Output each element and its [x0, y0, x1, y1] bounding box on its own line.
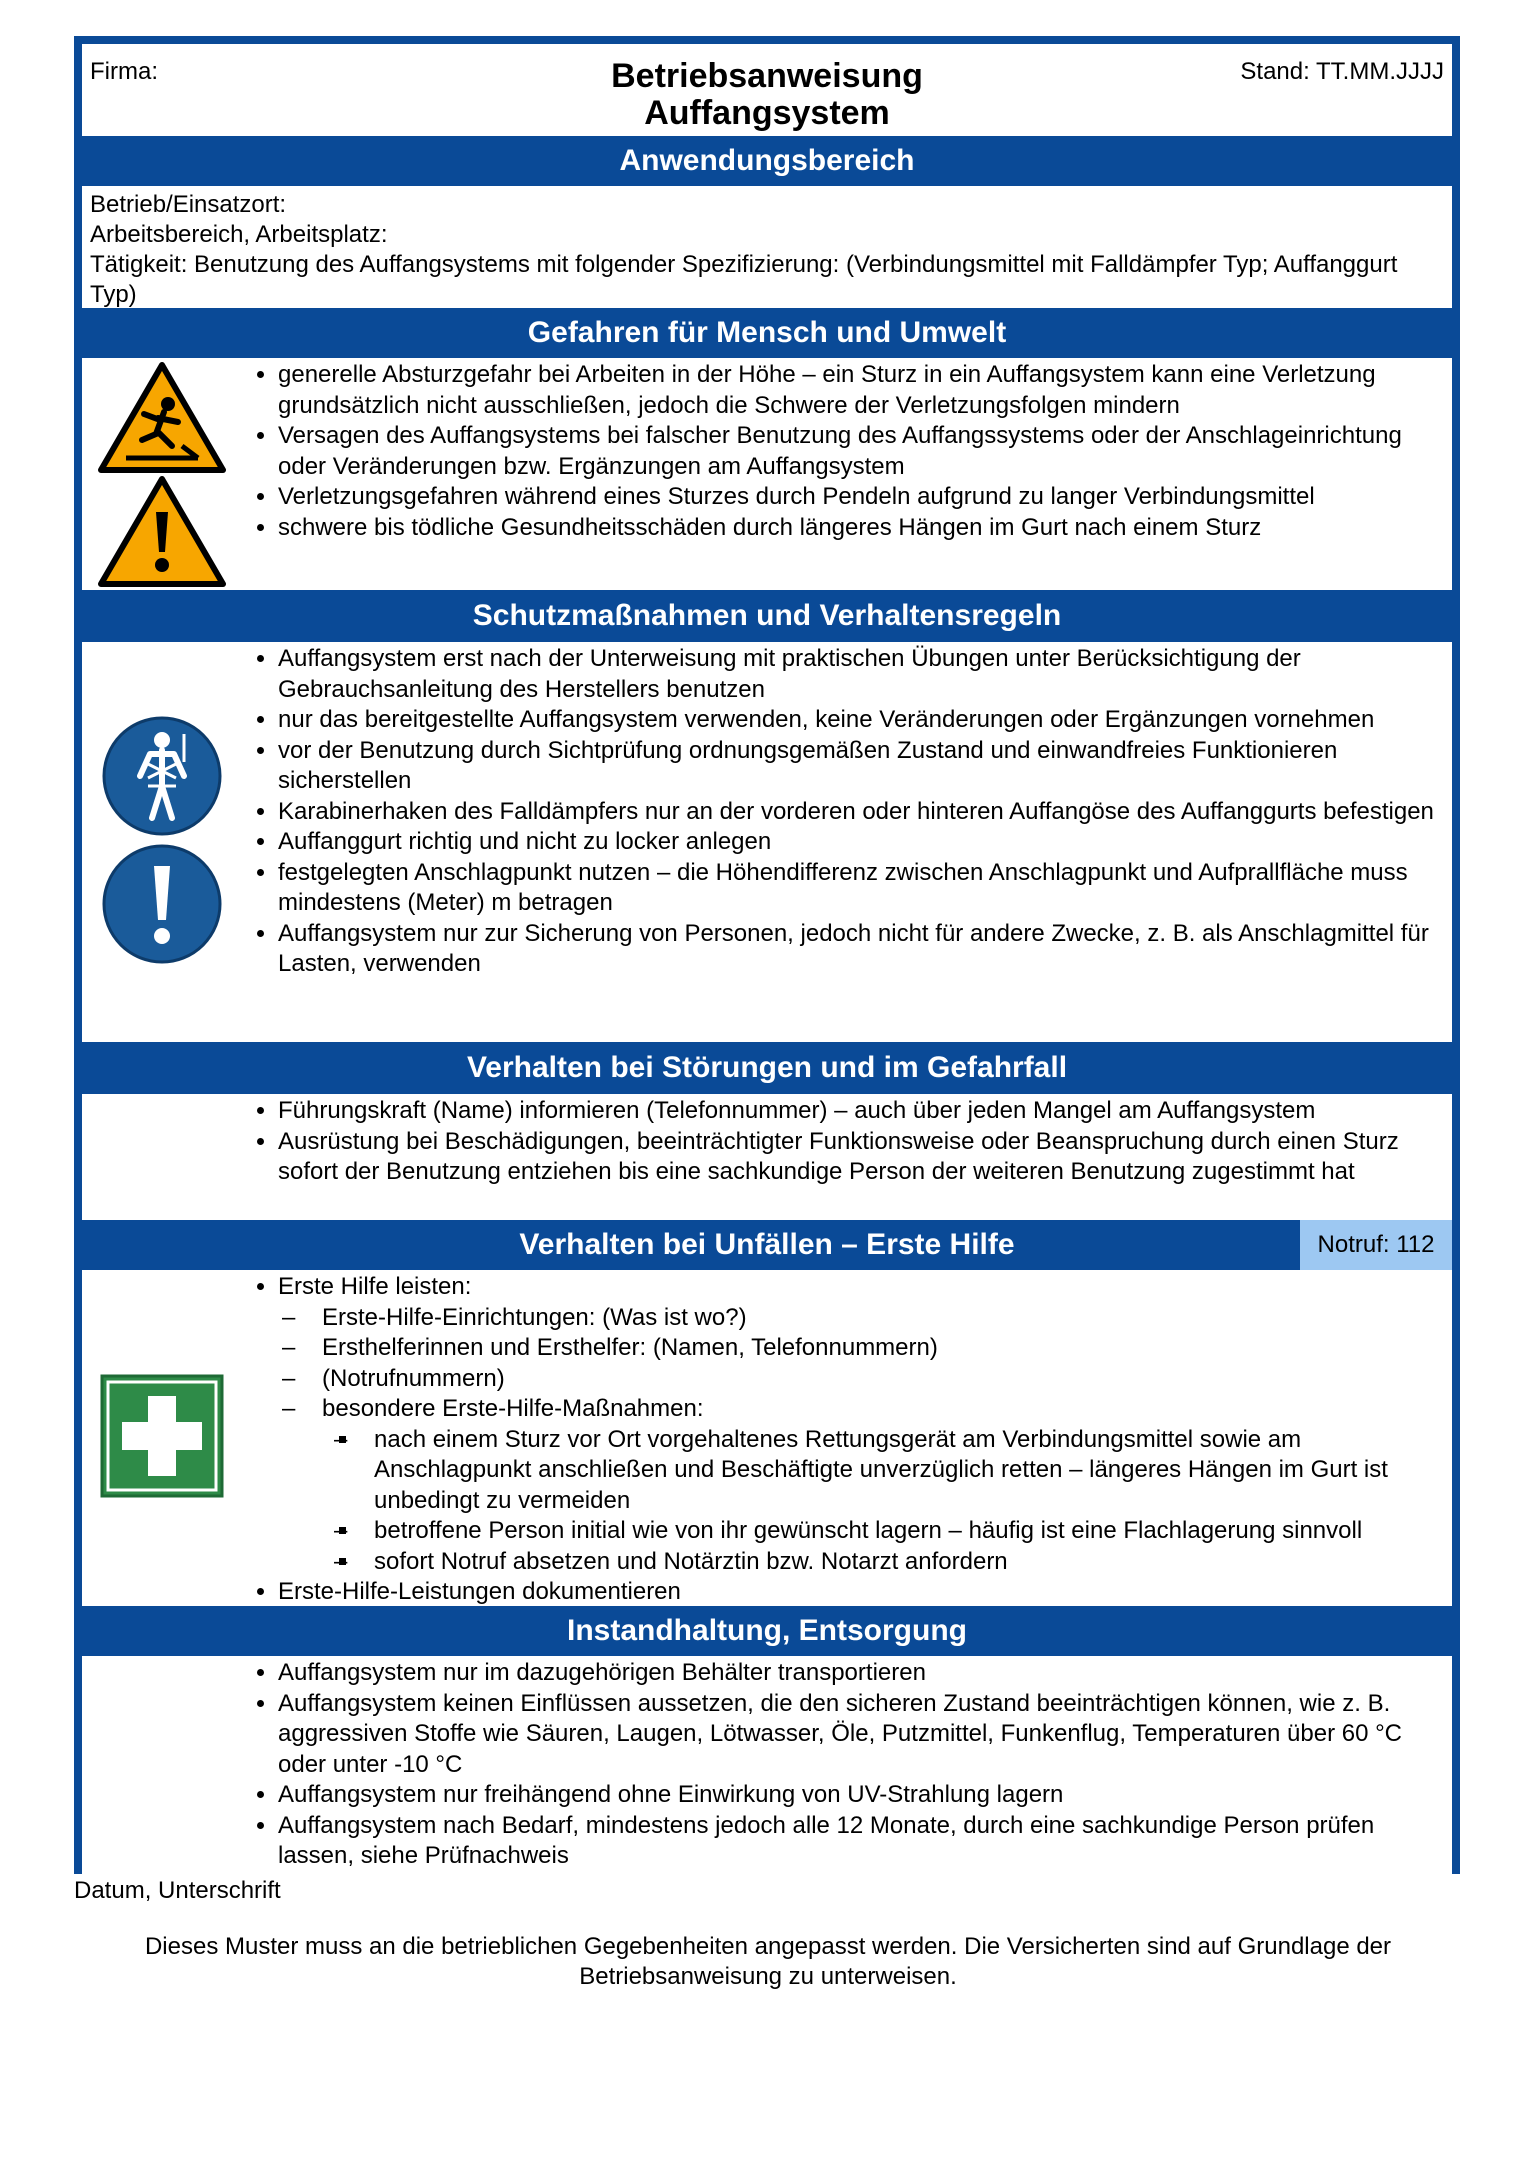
subsub-list-item: – ▪ sofort Notruf absetzen und Notärztin bzw. Notarzt anfordern: [360, 1547, 1452, 1578]
general-warning-icon: [98, 476, 226, 588]
signature-label: Datum, Unterschrift: [74, 1877, 281, 1904]
list-item: • Erste-Hilfe-Leistungen dokumentieren: [278, 1577, 1452, 1608]
emergency-number-badge: Notruf: 112: [1300, 1220, 1452, 1270]
first-aid-box: [82, 1270, 1452, 1606]
first-aid-content: [248, 1270, 1452, 1608]
first-aid-item-text: Erste Hilfe leisten:: [278, 1273, 472, 1300]
list-item: • Versagen des Auffangsystems bei falscher Benutzung des Auffangssystems oder der Anschlageinrichtung oder Veränderungen bzw. Ergänzungen am Auffangsystem: [278, 421, 1452, 482]
scope-text: [82, 186, 1452, 314]
first-aid-icons: [82, 1270, 248, 1606]
list-item: • Führungskraft (Name) informieren (Telefonnummer) – auch über jeden Mangel am Auffangsystem: [278, 1096, 1452, 1127]
subsub-list-item: – ▪ betroffene Person initial wie von ihr gewünscht lagern – häufig ist eine Flachlagerung sinnvoll: [360, 1516, 1452, 1547]
hazards-box: [82, 358, 1452, 590]
section-heading-malfunctions: Verhalten bei Störungen und im Gefahrfall: [466, 1051, 1068, 1084]
list-item: • Verletzungsgefahren während eines Sturzes durch Pendeln aufgrund zu langer Verbindungsmittel: [278, 482, 1452, 513]
section-heading-maintenance: Instandhaltung, Entsorgung: [567, 1614, 967, 1647]
scope-line: Arbeitsbereich, Arbeitsplatz:: [90, 221, 388, 248]
sub-list-item: – Ersthelferinnen und Ersthelfer: (Namen, Telefonnummern): [308, 1333, 1452, 1364]
section-heading-scope: Anwendungsbereich: [619, 144, 915, 177]
hazards-list: [248, 360, 1452, 543]
measures-content: [248, 642, 1452, 980]
template-note: Dieses Muster muss an die betrieblichen Gegebenheiten angepasst werden. Die Versicherten sind auf Grundlage der Betriebsanweisung zu unterweisen.: [144, 1933, 1392, 1990]
list-item: • Ausrüstung bei Beschädigungen, beeinträchtigter Funktionsweise oder Beanspruchung durch einen Sturz sofort der Benutzung entziehen bis eine sachkundige Person der weiteren Benutzung zugestimmt hat: [278, 1127, 1452, 1188]
section-heading-measures: Schutzmaßnahmen und Verhaltensregeln: [472, 599, 1062, 632]
list-item: • festgelegten Anschlagpunkt nutzen – die Höhendifferenz zwischen Anschlagpunkt und Aufprallfläche muss mindestens (Meter) m betragen: [278, 858, 1452, 919]
list-item: • Auffanggurt richtig und nicht zu locker anlegen: [278, 827, 1452, 858]
revision-date: Stand: TT.MM.JJJJ: [1240, 58, 1444, 85]
instruction-sheet: [74, 36, 1460, 1874]
fall-hazard-warning-icon: [98, 362, 226, 474]
measures-list: [248, 644, 1452, 980]
section-heading-first-aid: [82, 1220, 1452, 1270]
maintenance-box: [82, 1656, 1452, 1876]
title-line-2: Auffangsystem: [644, 94, 890, 132]
hazards-icons: [82, 358, 248, 590]
subsub-list-item: – ▪ nach einem Sturz vor Ort vorgehaltenes Rettungsgerät am Verbindungsmittel sowie am Anschlagpunkt anschließen und Beschäftigte unverzüglich retten – längeres Hängen im Gurt ist unbedingt zu vermeiden: [360, 1425, 1452, 1517]
list-item: • generelle Absturzgefahr bei Arbeiten in der Höhe – ein Sturz in ein Auffangsystem kann eine Verletzung grundsätzlich nicht ausschließen, jedoch die Schwere der Verletzungsfolgen mindern: [278, 360, 1452, 421]
list-item: • nur das bereitgestellte Auffangsystem verwenden, keine Veränderungen oder Ergänzungen vornehmen: [278, 705, 1452, 736]
list-item: • Auffangsystem nur im dazugehörigen Behälter transportieren: [278, 1658, 1452, 1689]
harness-mandatory-icon: [100, 714, 224, 838]
list-item: [278, 1272, 1452, 1577]
malfunctions-list: [248, 1096, 1452, 1188]
list-item: • Karabinerhaken des Falldämpfers nur an der vorderen oder hinteren Auffangöse des Auffanggurts befestigen: [278, 797, 1452, 828]
section-heading-hazards: Gefahren für Mensch und Umwelt: [527, 316, 1007, 349]
scope-line: Tätigkeit: Benutzung des Auffangsystems mit folgender Spezifizierung: (Verbindungsmittel mit Falldämpfer Typ; Auffanggurt Typ): [90, 251, 1398, 308]
sub-list-item: [308, 1394, 1452, 1577]
hazards-content: [248, 358, 1452, 543]
sheet-header: [82, 44, 1452, 136]
maintenance-list: [248, 1658, 1452, 1872]
list-item: • Auffangsystem nur zur Sicherung von Personen, jedoch nicht für andere Zwecke, z. B. als Anschlagmittel für Lasten, verwenden: [278, 919, 1452, 980]
first-aid-subsublist: [322, 1425, 1452, 1578]
measures-box: [82, 642, 1452, 1042]
general-mandatory-icon: [100, 842, 224, 966]
list-item: • Auffangsystem erst nach der Unterweisung mit praktischen Übungen unter Berücksichtigung der Gebrauchsanleitung des Herstellers benutzen: [278, 644, 1452, 705]
first-aid-icon: [100, 1374, 224, 1498]
list-item: • Auffangsystem keinen Einflüssen aussetzen, die den sicheren Zustand beeinträchtigen können, wie z. B. aggressiven Stoffe wie Säuren, Laugen, Lötwasser, Öle, Putzmittel, Funkenflug, Temperaturen über 60 °C oder unter -10 °C: [278, 1689, 1452, 1781]
scope-line: Betrieb/Einsatzort:: [90, 191, 287, 218]
malfunctions-content: [248, 1094, 1452, 1188]
list-item: • vor der Benutzung durch Sichtprüfung ordnungsgemäßen Zustand und einwandfreies Funktionieren sicherstellen: [278, 736, 1452, 797]
malfunctions-box: [82, 1094, 1452, 1220]
list-item: • schwere bis tödliche Gesundheitsschäden durch längeres Hängen im Gurt nach einem Sturz: [278, 513, 1452, 544]
title-line-1: Betriebsanweisung: [611, 57, 923, 95]
list-item: • Auffangsystem nur freihängend ohne Einwirkung von UV-Strahlung lagern: [278, 1780, 1452, 1811]
first-aid-heading-text: Verhalten bei Unfällen – Erste Hilfe: [519, 1228, 1015, 1261]
first-aid-list: [248, 1272, 1452, 1608]
sub-list-item: – (Notrufnummern): [308, 1364, 1452, 1395]
scope-box: [82, 186, 1452, 308]
list-item: • Auffangsystem nach Bedarf, mindestens jedoch alle 12 Monate, durch eine sachkundige Person prüfen lassen, siehe Prüfnachweis: [278, 1811, 1452, 1872]
measures-icons: [82, 642, 248, 1042]
maintenance-content: [248, 1656, 1452, 1872]
sub-item-text: besondere Erste-Hilfe-Maßnahmen:: [322, 1395, 704, 1422]
company-label: Firma:: [90, 58, 158, 85]
sub-list-item: – Erste-Hilfe-Einrichtungen: (Was ist wo?): [308, 1303, 1452, 1334]
first-aid-sublist: [278, 1303, 1452, 1578]
